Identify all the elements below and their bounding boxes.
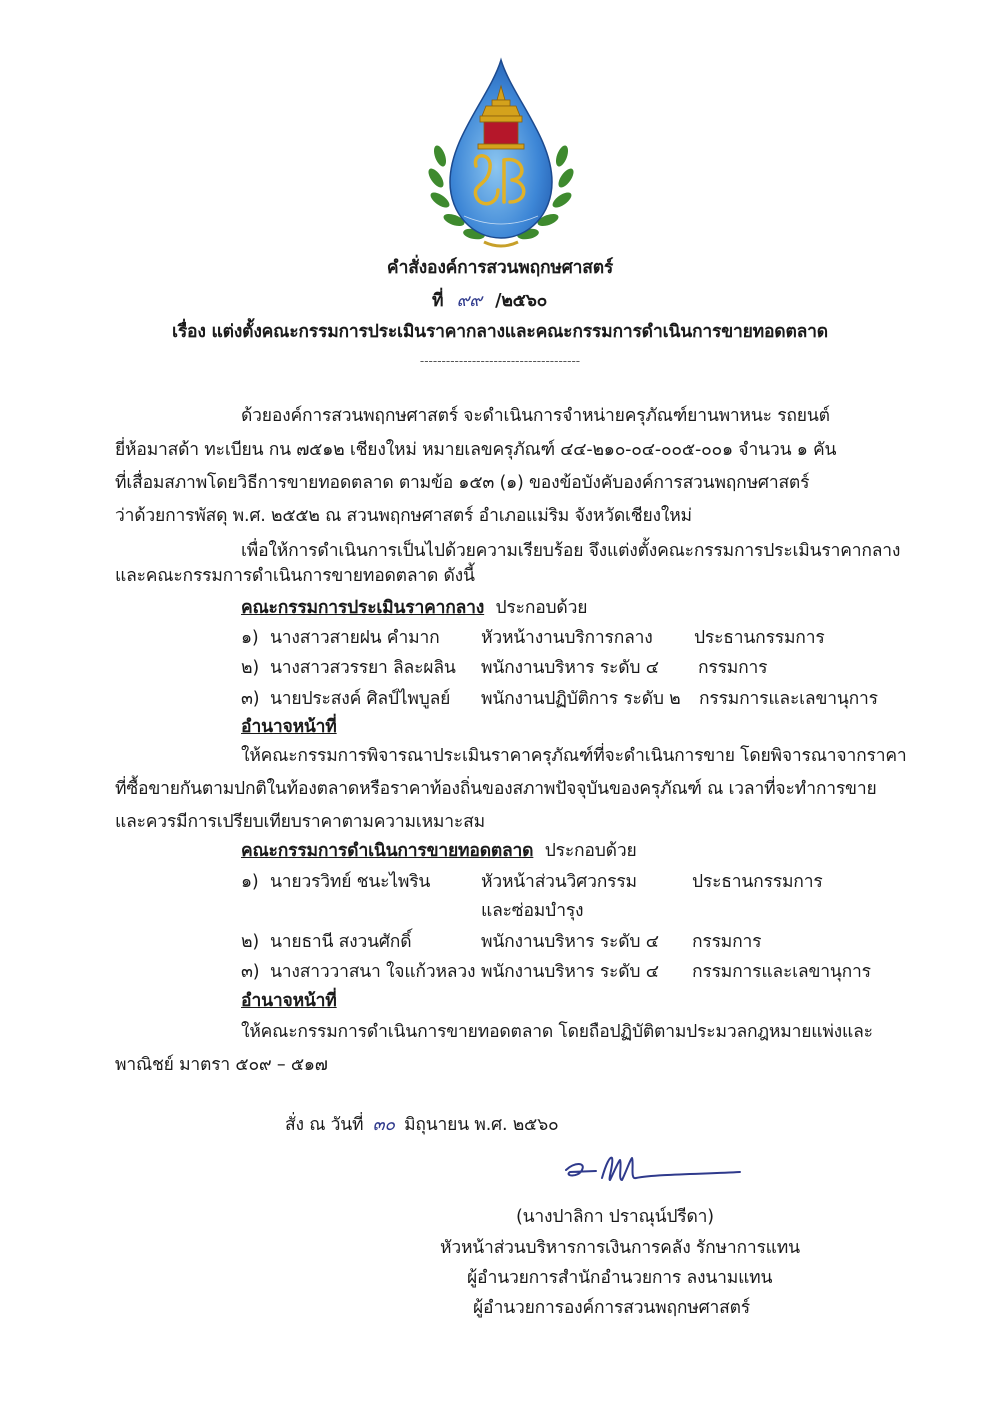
signatory-title-1: หัวหน้าส่วนบริหารการเงินการคลัง รักษาการแทน [440, 1238, 800, 1258]
committee2-member-role-2: กรรมการ [692, 932, 762, 952]
committee2-member-no-3: ๓) [241, 962, 260, 982]
intro-line-3: ที่เสื่อมสภาพโดยวิธีการขายทอดตลาด ตามข้อ ๑๕๓ (๑) ของข้อบังคับองค์การสวนพฤกษศาสตร์ [115, 473, 810, 493]
intro-line-1: ด้วยองค์การสวนพฤกษศาสตร์ จะดำเนินการจำหน่ายครุภัณฑ์ยานพาหนะ รถยนต์ [241, 406, 830, 426]
order-number-handwritten: ๙๙ [456, 291, 482, 311]
order-number-suffix: /๒๕๖๐ [495, 291, 548, 311]
committee1-duty-line-2: ที่ซื้อขายกันตามปกติในท้องตลาดหรือราคาท้องถิ่นของสภาพปัจจุบันของครุภัณฑ์ ณ เวลาที่จะทำการขาย [115, 779, 877, 799]
order-date [285, 1114, 558, 1136]
order-number [432, 290, 547, 312]
committee1-duty-line-3: และควรมีการเปรียบเทียบราคาตามความเหมาะสม [115, 812, 485, 832]
committee2-member-position-2: พนักงานบริหาร ระดับ ๔ [481, 932, 659, 952]
committee2-member-no-1: ๑) [241, 872, 259, 892]
committee1-member-no-3: ๓) [241, 689, 260, 709]
committee2-member-role-1: ประธานกรรมการ [692, 872, 823, 892]
committee1-heading-text: คณะกรรมการประเมินราคากลาง [241, 598, 485, 618]
order-date-prefix: สั่ง ณ วันที่ [285, 1115, 364, 1135]
committee2-heading-suffix: ประกอบด้วย [544, 841, 637, 861]
committee1-heading-suffix: ประกอบด้วย [495, 598, 588, 618]
committee1-member-position-1: หัวหน้างานบริการกลาง [481, 628, 653, 648]
committee1-member-no-2: ๒) [241, 658, 259, 678]
committee2-member-position-3: พนักงานบริหาร ระดับ ๔ [481, 962, 659, 982]
order-date-rest: มิถุนายน พ.ศ. ๒๕๖๐ [404, 1115, 559, 1135]
intro-line-4: ว่าด้วยการพัสดุ พ.ศ. ๒๕๕๒ ณ สวนพฤกษศาสตร์ อำเภอแม่ริม จังหวัดเชียงใหม่ [115, 506, 692, 526]
committee2-heading [241, 840, 637, 862]
committee2-member-position-1-cont: และซ่อมบำรุง [481, 901, 584, 921]
intro-line-2: ยี่ห้อมาสด้า ทะเบียน กน ๗๕๑๒ เชียงใหม่ หมายเลขครุภัณฑ์ ๔๔-๒๑๐-๐๔-๐๐๕-๐๐๑ จำนวน ๑ คัน [115, 440, 837, 460]
purpose-line-1: เพื่อให้การดำเนินการเป็นไปด้วยความเรียบร้อย จึงแต่งตั้งคณะกรรมการประเมินราคากลาง [241, 541, 901, 561]
signatory-title-2: ผู้อำนวยการสำนักอำนวยการ ลงนามแทน [467, 1268, 773, 1288]
signatory-name: (นางปาลิกา ปราณุน์ปรีดา) [516, 1207, 714, 1227]
committee1-member-position-2: พนักงานบริหาร ระดับ ๔ [481, 658, 659, 678]
signatory-title-3: ผู้อำนวยการองค์การสวนพฤกษศาสตร์ [473, 1298, 750, 1318]
committee1-duty-line-1: ให้คณะกรรมการพิจารณาประเมินราคาครุภัณฑ์ที่จะดำเนินการขาย โดยพิจารณาจากราคา [241, 746, 907, 766]
purpose-line-2: และคณะกรรมการดำเนินการขายทอดตลาด ดังนี้ [115, 566, 475, 586]
committee2-member-role-3: กรรมการและเลขานุการ [692, 962, 871, 982]
committee1-member-position-3: พนักงานปฏิบัติการ ระดับ ๒ [481, 689, 681, 709]
committee1-member-name-1: นางสาวสายฝน คำมาก [270, 628, 440, 648]
committee2-member-name-3: นางสาววาสนา ใจแก้วหลวง [270, 962, 476, 982]
document-title: คำสั่งองค์การสวนพฤกษศาสตร์ [386, 258, 614, 278]
subject-line: เรื่อง แต่งตั้งคณะกรรมการประเมินราคากลางและคณะกรรมการดำเนินการขายทอดตลาด [172, 322, 828, 342]
committee2-member-name-2: นายธานี สงวนศักดิ์ [270, 932, 412, 952]
committee1-member-name-2: นางสาวสวรรยา ลิละผลิน [270, 658, 456, 678]
committee1-heading [241, 597, 587, 619]
committee2-duty-line-2: พาณิชย์ มาตรา ๕๐๙ – ๕๑๗ [115, 1055, 328, 1075]
handwritten-signature [556, 1150, 746, 1190]
committee2-heading-text: คณะกรรมการดำเนินการขายทอดตลาด [241, 841, 534, 861]
committee1-member-role-2: กรรมการ [698, 658, 768, 678]
committee1-member-role-1: ประธานกรรมการ [694, 628, 825, 648]
separator: ------------------------------------- [419, 354, 581, 368]
committee2-member-name-1: นายวรวิทย์ ชนะไพริน [270, 872, 431, 892]
order-number-prefix: ที่ [432, 291, 444, 311]
committee1-member-role-3: กรรมการและเลขานุการ [699, 689, 878, 709]
committee1-member-no-1: ๑) [241, 628, 259, 648]
committee1-member-name-3: นายประสงค์ ศิลป์ไพบูลย์ [270, 689, 451, 709]
committee2-duty-heading: อำนาจหน้าที่ [241, 991, 337, 1011]
order-date-day: ๓๐ [372, 1115, 395, 1135]
committee2-member-position-1: หัวหน้าส่วนวิศวกรรม [481, 872, 637, 892]
committee2-member-no-2: ๒) [241, 932, 259, 952]
committee2-duty-line-1: ให้คณะกรรมการดำเนินการขายทอดตลาด โดยถือปฏิบัติตามประมวลกฎหมายแพ่งและ [241, 1022, 873, 1042]
committee1-duty-heading: อำนาจหน้าที่ [241, 717, 337, 737]
organization-logo [428, 56, 574, 252]
